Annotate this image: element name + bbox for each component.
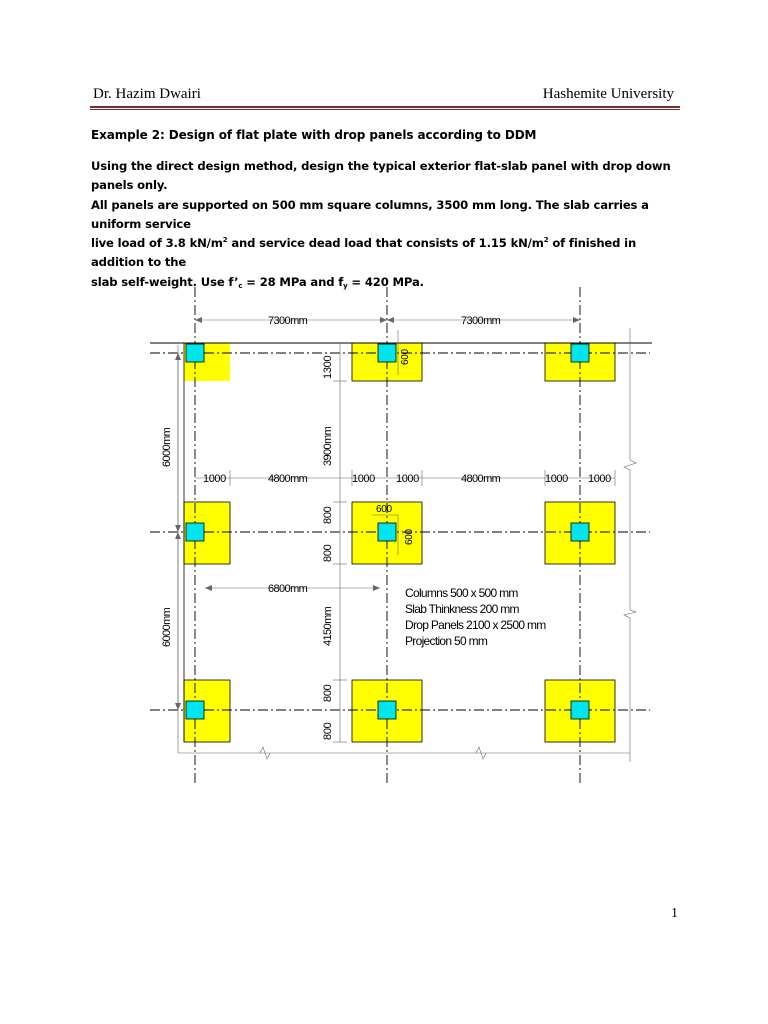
dim-label: 3900mm <box>322 426 334 466</box>
para-line-3b: and service dead load that consists of 1.15 kN/m <box>227 236 544 251</box>
dim-label: 7300mm <box>268 315 308 327</box>
drawing-notes <box>405 586 546 648</box>
dim-label: 1300 <box>322 355 334 379</box>
page-number: 1 <box>671 906 678 921</box>
para-line-1: Using the direct design method, design the typical exterior flat-slab panel with drop down panels only. <box>91 159 671 193</box>
dim-label: 600 <box>400 349 411 365</box>
header-author: Dr. Hazim Dwairi <box>93 86 201 102</box>
para-line-4c: = 420 MPa. <box>347 274 424 289</box>
para-line-3a: live load of 3.8 kN/m <box>91 236 223 251</box>
column <box>378 344 396 362</box>
dim-label: 6000mm <box>161 607 173 647</box>
dim-label: 1000 <box>588 473 611 485</box>
arrowhead <box>387 317 394 323</box>
column <box>186 701 204 719</box>
arrowhead <box>175 525 181 532</box>
subscript-c: c <box>238 281 243 290</box>
column <box>378 523 396 541</box>
arrowhead <box>205 585 212 591</box>
arrowhead <box>175 353 181 360</box>
columns <box>186 344 589 719</box>
superscript-2b: 2 <box>543 236 549 245</box>
subscript-y: y <box>343 281 348 290</box>
dim-label: 4800mm <box>268 473 308 485</box>
column <box>186 523 204 541</box>
dim-label: 6800mm <box>268 583 308 595</box>
example-title: Example 2: Design of flat plate with drop panels according to DDM <box>91 128 537 142</box>
dim-label: 1000 <box>396 473 419 485</box>
column <box>571 344 589 362</box>
dim-label: 4800mm <box>461 473 501 485</box>
dim-label: 7300mm <box>461 315 501 327</box>
dim-label: 4150mm <box>322 606 334 646</box>
arrowhead <box>380 317 387 323</box>
header-institution: Hashemite University <box>542 86 674 102</box>
drop-panels <box>184 343 615 742</box>
para-line-3c: of finished in addition to the <box>91 236 637 270</box>
break-symbol <box>624 460 636 470</box>
note-projection: Projection 50 mm <box>405 634 488 648</box>
dim-label: 1000 <box>545 473 568 485</box>
para-line-4a: slab self-weight. Use f’ <box>91 274 239 289</box>
para-line-4b: = 28 MPa and f <box>242 274 344 289</box>
dim-label: 800 <box>322 544 334 562</box>
column <box>186 344 204 362</box>
dim-label: 1000 <box>352 473 375 485</box>
para-line-2: All panels are supported on 500 mm square columns, 3500 mm long. The slab carries a uniform service <box>91 197 649 231</box>
dim-label: 800 <box>322 684 334 702</box>
arrowhead <box>573 317 580 323</box>
break-symbol <box>624 610 636 618</box>
arrowhead <box>175 703 181 710</box>
dim-label: 800 <box>322 506 334 524</box>
dim-label: 600 <box>404 529 415 545</box>
arrowhead <box>373 585 380 591</box>
arrowhead <box>175 532 181 539</box>
note-columns: Columns 500 x 500 mm <box>405 586 518 600</box>
dim-label: 1000 <box>203 473 226 485</box>
arrowhead <box>195 317 202 323</box>
column <box>571 701 589 719</box>
dim-label: 6000mm <box>161 427 173 467</box>
column <box>571 523 589 541</box>
note-drops: Drop Panels 2100 x 2500 mm <box>405 618 546 632</box>
note-slab: Slab Thinkness 200 mm <box>405 602 519 616</box>
column <box>378 701 396 719</box>
dim-label: 800 <box>322 722 334 740</box>
superscript-2: 2 <box>222 236 228 245</box>
dim-label: 600 <box>376 504 392 515</box>
